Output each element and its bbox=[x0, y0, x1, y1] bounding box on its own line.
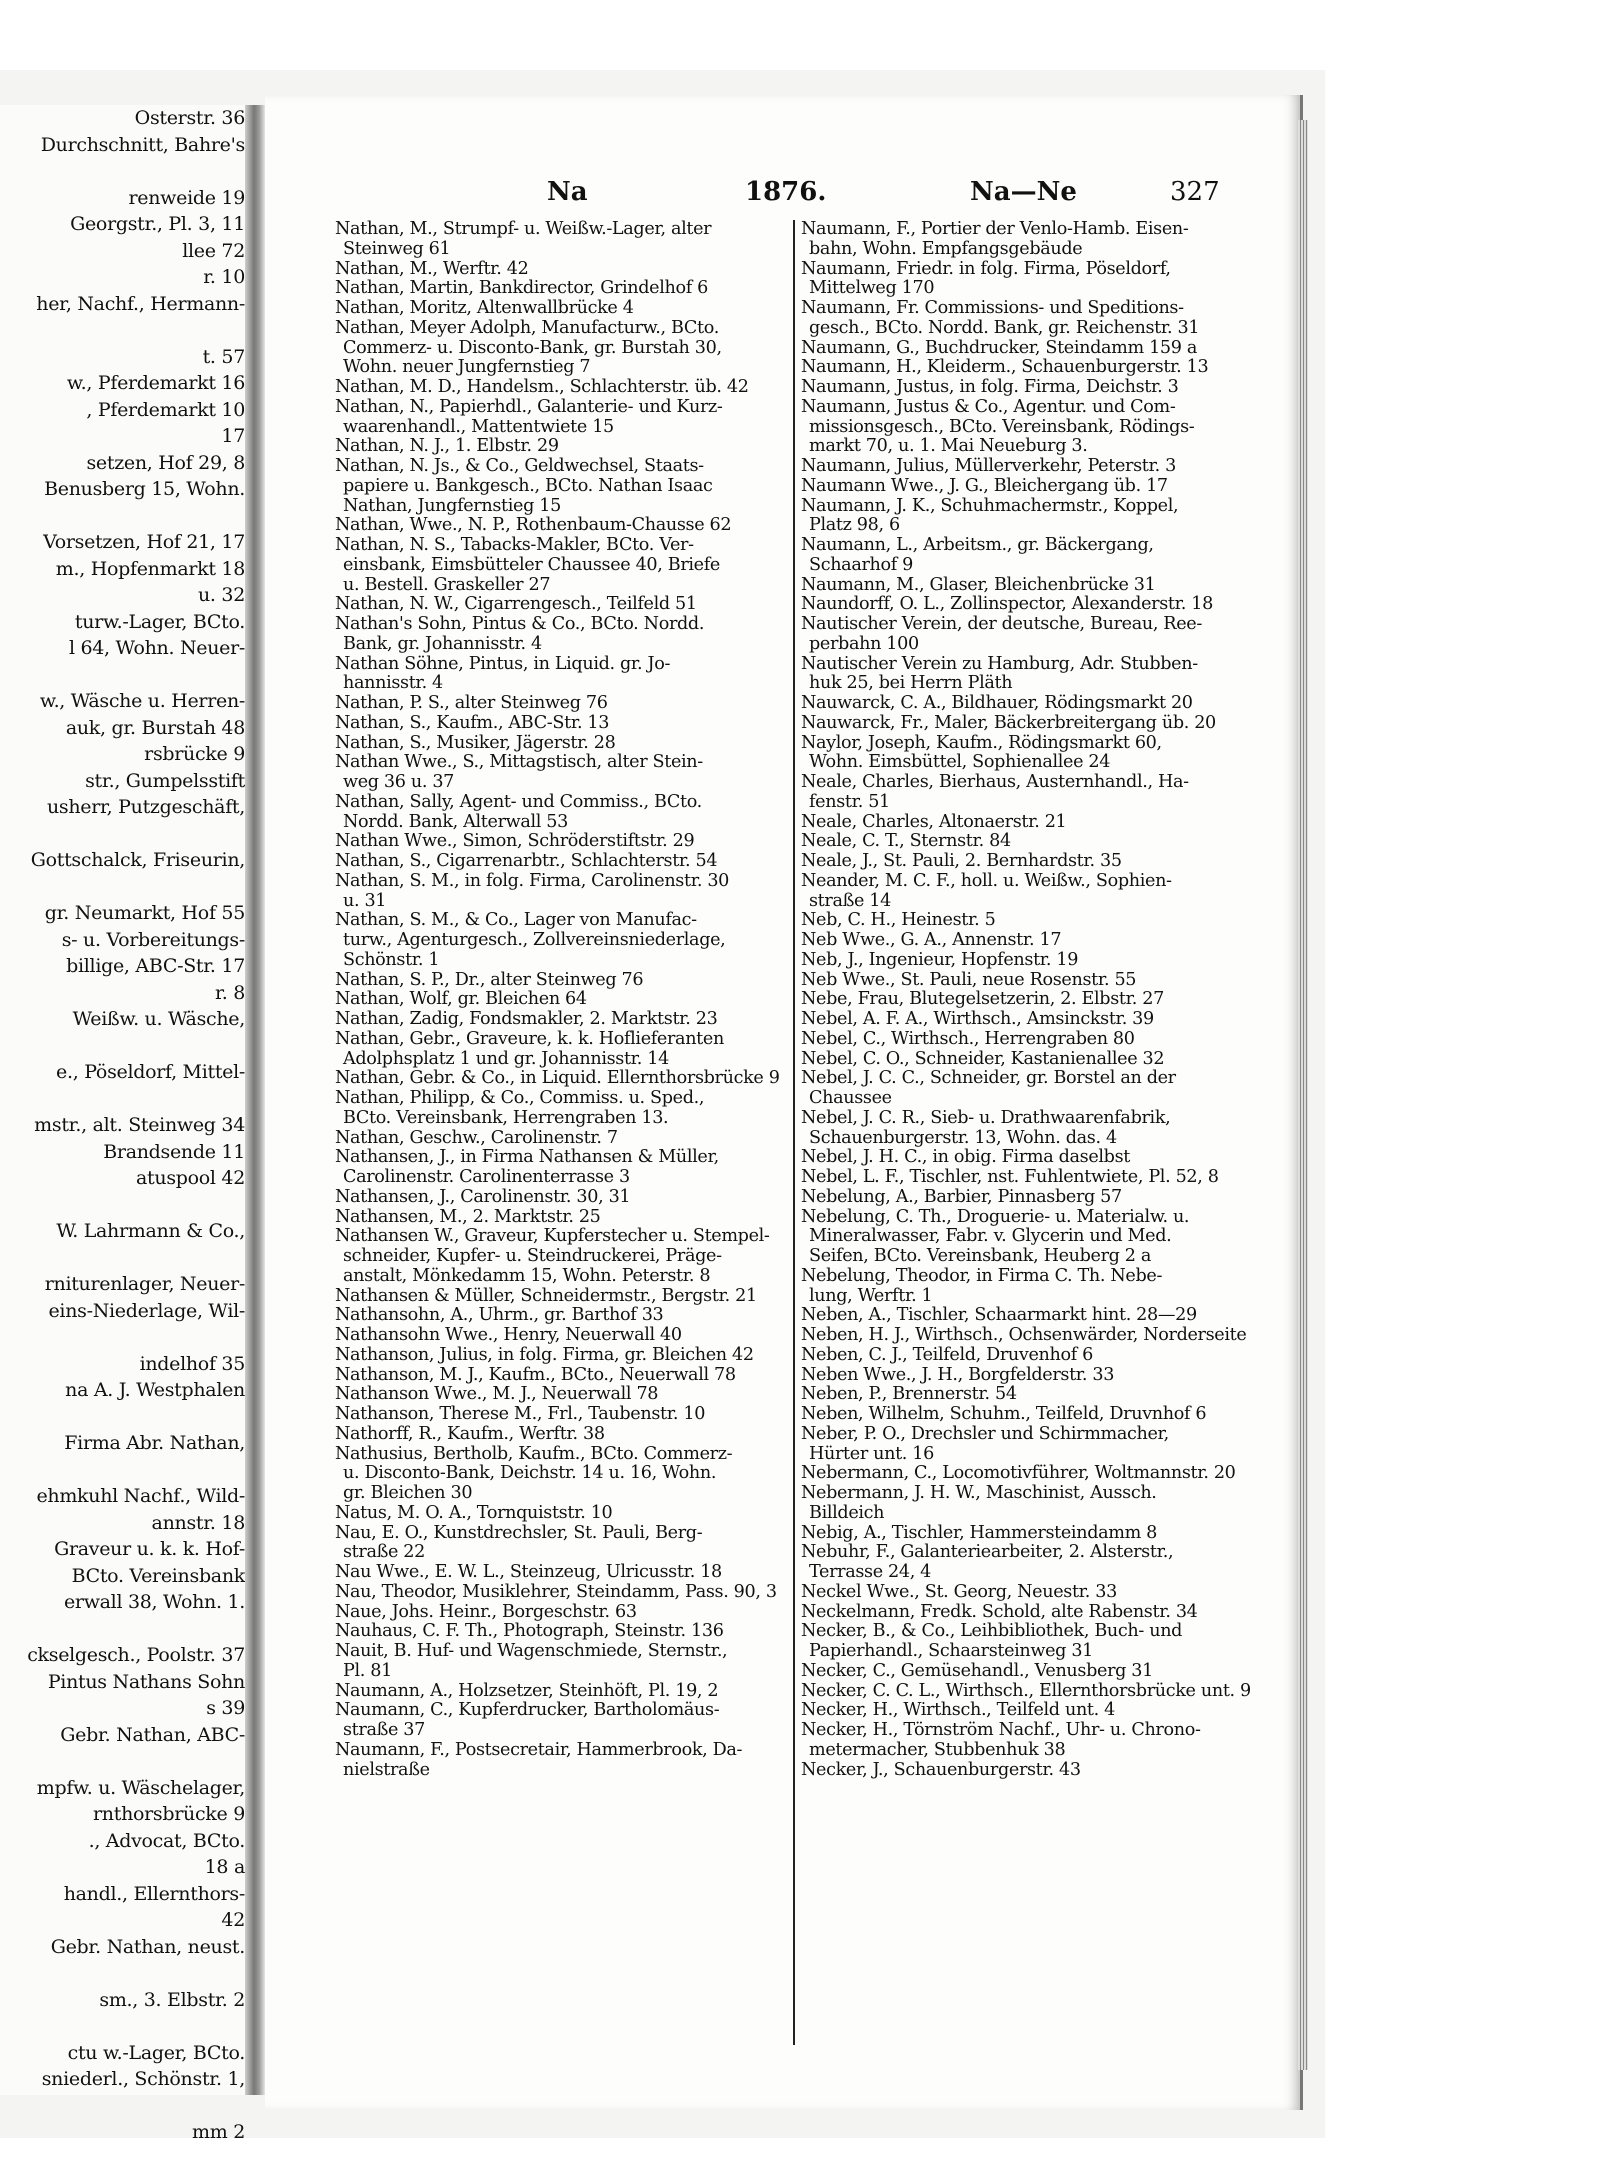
directory-entry: Necker, H., Wirthsch., Teilfeld unt. 4 bbox=[801, 1700, 1115, 1721]
left-page-line: renweide 19 bbox=[128, 186, 245, 209]
directory-entry: Nathan, S., Musiker, Jägerstr. 28 bbox=[335, 732, 616, 753]
left-page-line: usherr, Putzgeschäft, bbox=[46, 796, 245, 818]
directory-entry-continuation: straße 22 bbox=[343, 1542, 425, 1563]
left-page-line bbox=[0, 821, 245, 848]
left-page-line: billige, ABC-Str. 17 bbox=[66, 955, 245, 977]
directory-entry-continuation: Nathan, Jungfernstieg 15 bbox=[343, 495, 561, 516]
left-page-line: r. 8 bbox=[215, 981, 245, 1004]
directory-entry: Nathan, Gebr. & Co., in Liquid. Ellernthorsbrücke 9 bbox=[335, 1068, 780, 1089]
directory-entry: Nau, Theodor, Musiklehrer, Steindamm, Pass. 90, 3 bbox=[335, 1581, 777, 1602]
directory-entry: Naumann Wwe., J. G., Bleichergang üb. 17 bbox=[801, 475, 1168, 496]
directory-entry: Naumann, C., Kupferdrucker, Bartholomäus- bbox=[335, 1700, 720, 1721]
directory-entry-continuation: straße 37 bbox=[343, 1720, 425, 1740]
directory-entry: Nathan Wwe., Simon, Schröderstiftstr. 29 bbox=[335, 831, 695, 852]
left-page-line: erwall 38, Wohn. 1. bbox=[63, 1591, 245, 1613]
directory-entry: Neander, M. C. F., holl. u. Weißw., Sophien- bbox=[801, 870, 1172, 891]
directory-entry: Nathansohn, A., Uhrm., gr. Barthof 33 bbox=[335, 1305, 664, 1326]
left-page-line: atuspool 42 bbox=[136, 1167, 245, 1189]
directory-entry: Naumann, L., Arbeitsm., gr. Bäckergang, bbox=[801, 535, 1154, 555]
left-page-line: w., Wäsche u. Herren- bbox=[39, 690, 245, 712]
directory-entry: Naumann, Justus & Co., Agentur. und Com- bbox=[801, 396, 1176, 417]
directory-entry: Neben, P., Brennerstr. 54 bbox=[801, 1384, 1017, 1405]
directory-entry: Nathan, Sally, Agent- und Commiss., BCto. bbox=[335, 791, 702, 812]
directory-entry: Nathan, Gebr., Graveure, k. k. Hoflieferanten bbox=[335, 1028, 724, 1049]
left-page-line bbox=[0, 1086, 245, 1113]
directory-entry: Necker, C., Gemüsehandl., Venusberg 31 bbox=[801, 1660, 1153, 1681]
book-gutter bbox=[245, 105, 265, 2095]
left-page-line bbox=[0, 1192, 245, 1219]
page-header bbox=[265, 177, 1275, 211]
directory-entry-continuation: u. 31 bbox=[343, 890, 387, 911]
left-page-line bbox=[0, 1404, 245, 1431]
directory-entry: Naumann, Justus, in folg. Firma, Deichstr. 3 bbox=[801, 377, 1179, 397]
directory-entry-continuation: Papierhandl., Schaarsteinweg 31 bbox=[809, 1641, 1094, 1661]
directory-entry-continuation: Adolphsplatz 1 und gr. Johannisstr. 14 bbox=[343, 1048, 669, 1069]
left-page-line: annstr. 18 bbox=[151, 1511, 245, 1534]
header-left-key: Na bbox=[547, 177, 588, 207]
directory-entry-continuation: Wohn. Eimsbüttel, Sophienallee 24 bbox=[809, 752, 1111, 773]
directory-entry: Nathan, N. S., Tabacks-Makler, BCto. Ver- bbox=[335, 535, 694, 555]
left-page-line bbox=[0, 503, 245, 530]
left-page-line: , Pferdemarkt 10 bbox=[86, 398, 245, 421]
left-page-line: s 39 bbox=[206, 1697, 245, 1719]
directory-entry: Nebel, C., Wirthsch., Herrengraben 80 bbox=[801, 1028, 1135, 1049]
directory-entry-continuation: markt 70, u. 1. Mai Neueburg 3. bbox=[809, 436, 1088, 457]
left-page-line: s- u. Vorbereitungs- bbox=[61, 928, 245, 951]
directory-entry: Nathan, Wwe., N. P., Rothenbaum-Chausse 62 bbox=[335, 515, 732, 536]
directory-entry: Necker, C. C. L., Wirthsch., Ellernthorsbrücke unt. 9 bbox=[801, 1680, 1251, 1701]
directory-entry: Nebel, J. H. C., in obig. Firma daselbst bbox=[801, 1147, 1130, 1168]
directory-entry: Nebig, A., Tischler, Hammersteindamm 8 bbox=[801, 1522, 1157, 1543]
directory-entry: Naumann, Friedr. in folg. Firma, Pöseldorf, bbox=[801, 258, 1171, 279]
directory-entry-continuation: Carolinenstr. Carolinenterrasse 3 bbox=[343, 1167, 630, 1187]
directory-entry: Naumann, M., Glaser, Bleichenbrücke 31 bbox=[801, 574, 1156, 595]
left-page-line: rniturenlager, Neuer- bbox=[44, 1273, 245, 1295]
directory-entry: Nathusius, Bertholb, Kaufm., BCto. Commerz- bbox=[335, 1443, 733, 1464]
directory-entry: Nathan, N. W., Cigarrengesch., Teilfeld 51 bbox=[335, 594, 697, 615]
left-page-line: Firma Abr. Nathan, bbox=[64, 1432, 245, 1454]
directory-entry: Naumann, A., Holzsetzer, Steinhöft, Pl. 19, 2 bbox=[335, 1680, 719, 1701]
directory-entry: Nathan, Philipp, & Co., Commiss. u. Sped., bbox=[335, 1088, 705, 1108]
directory-entry-continuation: Billdeich bbox=[809, 1502, 885, 1523]
directory-entry: Nathorff, R., Kaufm., Werftr. 38 bbox=[335, 1423, 605, 1444]
directory-entry-continuation: Commerz- u. Disconto-Bank, gr. Burstah 30, bbox=[343, 337, 722, 358]
directory-entry: Naylor, Joseph, Kaufm., Rödingsmarkt 60, bbox=[801, 732, 1162, 753]
directory-entry: Neber, P. O., Drechsler und Schirmmacher, bbox=[801, 1423, 1169, 1444]
directory-entry: Nauwarck, Fr., Maler, Bäckerbreitergang üb. 20 bbox=[801, 712, 1216, 733]
left-page-line: na A. J. Westphalen bbox=[65, 1379, 245, 1401]
left-page-line: W. Lahrmann & Co., bbox=[56, 1220, 245, 1242]
directory-entry: Naumann, F., Portier der Venlo-Hamb. Eisen- bbox=[801, 219, 1189, 239]
directory-entry: Nebel, C. O., Schneider, Kastanienallee 32 bbox=[801, 1048, 1165, 1069]
directory-entry: Nebel, J. C. R., Sieb- u. Drathwaarenfabrik, bbox=[801, 1107, 1171, 1128]
left-page-line: her, Nachf., Hermann- bbox=[36, 292, 245, 315]
directory-entry: Nathan, N. J., 1. Elbstr. 29 bbox=[335, 436, 559, 457]
directory-entry-continuation: anstalt, Mönkedamm 15, Wohn. Peterstr. 8 bbox=[343, 1265, 711, 1286]
directory-entry: Neb, J., Ingenieur, Hopfenstr. 19 bbox=[801, 949, 1079, 970]
left-page-lines bbox=[0, 105, 245, 2146]
directory-entry-continuation: Steinweg 61 bbox=[343, 238, 451, 259]
directory-entry: Naumann, H., Kleiderm., Schauenburgerstr. 13 bbox=[801, 357, 1209, 378]
directory-entry-continuation: schneider, Kupfer- u. Steindruckerei, Präge- bbox=[343, 1246, 722, 1266]
left-page-line bbox=[0, 1245, 245, 1272]
left-page-line bbox=[0, 2093, 245, 2120]
directory-entry: Neckel Wwe., St. Georg, Neuestr. 33 bbox=[801, 1581, 1117, 1602]
left-page-line: Gebr. Nathan, ABC- bbox=[60, 1723, 245, 1746]
directory-entry-continuation: Schönstr. 1 bbox=[343, 949, 440, 970]
directory-entry: Nathan, M. D., Handelsm., Schlachterstr. üb. 42 bbox=[335, 377, 749, 397]
directory-entry: Neben, H. J., Wirthsch., Ochsenwärder, Norderseite bbox=[801, 1325, 1247, 1345]
directory-entry-continuation: Schauenburgerstr. 13, Wohn. das. 4 bbox=[809, 1127, 1117, 1148]
left-page-line: 18 a bbox=[204, 1856, 245, 1878]
left-page-line bbox=[0, 317, 245, 344]
page-edge bbox=[1298, 120, 1308, 2070]
directory-entry: Naumann, G., Buchdrucker, Steindamm 159 a bbox=[801, 337, 1197, 358]
left-page-line: gr. Neumarkt, Hof 55 bbox=[44, 902, 245, 924]
directory-entry: Nebelung, Theodor, in Firma C. Th. Nebe- bbox=[801, 1265, 1163, 1286]
directory-entry-continuation: u. Bestell. Graskeller 27 bbox=[343, 574, 551, 595]
directory-entry: Nathan Söhne, Pintus, in Liquid. gr. Jo- bbox=[335, 653, 671, 674]
directory-entry: Nathan, Martin, Bankdirector, Grindelhof 6 bbox=[335, 278, 708, 299]
directory-entry: Natus, M. O. A., Tornquiststr. 10 bbox=[335, 1502, 613, 1523]
directory-entry: Nathan, M., Strumpf- u. Weißw.-Lager, alter bbox=[335, 219, 712, 239]
directory-entry: Nathan, Moritz, Altenwallbrücke 4 bbox=[335, 298, 634, 318]
left-page-line: e., Pöseldorf, Mittel- bbox=[56, 1061, 245, 1083]
directory-entry: Nathan, S., Cigarrenarbtr., Schlachterstr. 54 bbox=[335, 851, 718, 871]
directory-entry: Neale, Charles, Bierhaus, Austernhandl., Ha- bbox=[801, 772, 1189, 792]
left-page-line: 42 bbox=[221, 1909, 245, 1931]
directory-entry: Nathan, S. M., in folg. Firma, Carolinenstr. 30 bbox=[335, 870, 730, 891]
directory-entry-continuation: Platz 98, 6 bbox=[809, 515, 900, 536]
directory-entry-continuation: perbahn 100 bbox=[809, 633, 919, 654]
directory-entry: Neben, C. J., Teilfeld, Druvenhof 6 bbox=[801, 1344, 1094, 1365]
directory-entry-continuation: Schaarhof 9 bbox=[809, 554, 913, 575]
left-page-fragment bbox=[0, 105, 246, 2143]
directory-entry-continuation: nielstraße bbox=[343, 1759, 430, 1780]
directory-entry: Nebe, Frau, Blutegelsetzerin, 2. Elbstr. 27 bbox=[801, 989, 1164, 1010]
directory-entry-continuation: missionsgesch., BCto. Vereinsbank, Rödings- bbox=[809, 416, 1195, 437]
left-page-line: Gebr. Nathan, neust. bbox=[50, 1935, 245, 1958]
directory-entry-continuation: Mittelweg 170 bbox=[809, 278, 935, 299]
directory-entry: Nathan, Wolf, gr. Bleichen 64 bbox=[335, 989, 587, 1010]
directory-entry: Nebermann, C., Locomotivführer, Woltmannstr. 20 bbox=[801, 1463, 1236, 1484]
directory-entry: Nathan, S. M., & Co., Lager von Manufac- bbox=[335, 910, 697, 931]
left-page-line: r. 10 bbox=[203, 266, 245, 288]
left-page-line: Weißw. u. Wäsche, bbox=[72, 1008, 245, 1030]
left-page-line: Durchschnitt, Bahre's bbox=[40, 133, 245, 156]
directory-entry: Nathanson, M. J., Kaufm., BCto., Neuerwall 78 bbox=[335, 1364, 736, 1385]
left-page-line bbox=[0, 1960, 245, 1987]
directory-entry: Nathanson, Julius, in folg. Firma, gr. Bleichen 42 bbox=[335, 1344, 754, 1365]
directory-entry: Neb Wwe., St. Pauli, neue Rosenstr. 55 bbox=[801, 969, 1137, 990]
directory-entry: Nathan, P. S., alter Steinweg 76 bbox=[335, 693, 608, 713]
left-page-line: Vorsetzen, Hof 21, 17 bbox=[43, 531, 245, 553]
directory-entry: Nebelung, A., Barbier, Pinnasberg 57 bbox=[801, 1186, 1122, 1207]
directory-entry: Neale, C. T., Sternstr. 84 bbox=[801, 831, 1011, 852]
left-page-line: Pintus Nathans Sohn bbox=[47, 1670, 245, 1693]
directory-entry-continuation: Chaussee bbox=[809, 1088, 892, 1108]
directory-entry: Nebuhr, F., Galanteriearbeiter, 2. Alsterstr., bbox=[801, 1542, 1174, 1563]
directory-entry: Neb Wwe., G. A., Annenstr. 17 bbox=[801, 930, 1062, 950]
directory-entry: Nautischer Verein, der deutsche, Bureau, Ree- bbox=[801, 614, 1202, 634]
left-page-line: handl., Ellernthors- bbox=[63, 1882, 245, 1905]
page-number: 327 bbox=[1170, 177, 1220, 207]
left-page-line: ckselgesch., Poolstr. 37 bbox=[27, 1644, 245, 1666]
directory-entry: Nau, E. O., Kunstdrechsler, St. Pauli, Berg- bbox=[335, 1522, 703, 1543]
directory-entry-continuation: fenstr. 51 bbox=[809, 791, 890, 812]
directory-entry: Naumann, F., Postsecretair, Hammerbrook, Da- bbox=[335, 1739, 743, 1760]
left-page-line bbox=[0, 662, 245, 689]
left-page-line: Benusberg 15, Wohn. bbox=[44, 478, 245, 500]
left-page-line bbox=[0, 1616, 245, 1643]
directory-entry-continuation: Mineralwasser, Fabr. v. Glycerin und Med. bbox=[809, 1226, 1172, 1247]
directory-entry: Neale, Charles, Altonaerstr. 21 bbox=[801, 811, 1067, 832]
left-page-line: rnthorsbrücke 9 bbox=[93, 1803, 245, 1825]
directory-entry: Nauhaus, C. F. Th., Photograph, Steinstr. 136 bbox=[335, 1621, 724, 1642]
directory-entry: Nathan's Sohn, Pintus & Co., BCto. Nordd. bbox=[335, 614, 705, 634]
directory-entry: Nathan, N. Js., & Co., Geldwechsel, Staats- bbox=[335, 456, 704, 476]
left-page-line: l 64, Wohn. Neuer- bbox=[68, 637, 245, 659]
directory-entry: Nathan, Meyer Adolph, Manufacturw., BCto. bbox=[335, 317, 719, 338]
header-year: 1876. bbox=[745, 177, 827, 207]
directory-entry: Nebelung, C. Th., Droguerie- u. Materialw. u. bbox=[801, 1206, 1190, 1227]
directory-entry-continuation: gesch., BCto. Nordd. Bank, gr. Reichenstr. 31 bbox=[809, 317, 1200, 338]
left-page-line bbox=[0, 874, 245, 901]
directory-entry: Neckelmann, Fredk. Schold, alte Rabenstr. 34 bbox=[801, 1601, 1198, 1622]
directory-entry: Nathan, Zadig, Fondsmakler, 2. Marktstr. 23 bbox=[335, 1009, 718, 1029]
directory-entry: Nathansen, J., in Firma Nathansen & Müller, bbox=[335, 1147, 719, 1168]
directory-entry: Nathan, S., Kaufm., ABC-Str. 13 bbox=[335, 712, 610, 733]
directory-entry: Nebel, J. C. C., Schneider, gr. Borstel an der bbox=[801, 1068, 1176, 1089]
left-page-line: w., Pferdemarkt 16 bbox=[66, 372, 245, 394]
left-page-line: Brandsende 11 bbox=[103, 1140, 245, 1163]
directory-entry: Nathansen, J., Carolinenstr. 30, 31 bbox=[335, 1186, 631, 1207]
directory-entry: Nau Wwe., E. W. L., Steinzeug, Ulricusstr. 18 bbox=[335, 1562, 722, 1582]
directory-entry: Nathansohn Wwe., Henry, Neuerwall 40 bbox=[335, 1325, 682, 1345]
left-page-line: mstr., alt. Steinweg 34 bbox=[34, 1114, 245, 1136]
directory-entry: Nauit, B. Huf- und Wagenschmiede, Sternstr., bbox=[335, 1641, 728, 1661]
left-page-line: indelhof 35 bbox=[139, 1352, 245, 1375]
directory-column-right bbox=[801, 220, 1266, 2050]
directory-entry-continuation: Wohn. neuer Jungfernstieg 7 bbox=[343, 357, 591, 378]
left-page-line: u. 32 bbox=[198, 584, 245, 606]
directory-entry: Nathan, S. P., Dr., alter Steinweg 76 bbox=[335, 969, 644, 990]
left-page-line bbox=[0, 158, 245, 185]
directory-entry: Naumann, Fr. Commissions- und Speditions- bbox=[801, 298, 1184, 318]
left-page-line: Graveur u. k. k. Hof- bbox=[54, 1538, 245, 1560]
left-page-line: llee 72 bbox=[182, 239, 245, 262]
directory-entry: Necker, B., & Co., Leihbibliothek, Buch- und bbox=[801, 1621, 1183, 1642]
directory-entry: Necker, H., Törnström Nachf., Uhr- u. Chrono- bbox=[801, 1720, 1201, 1740]
directory-entry: Naue, Johs. Heinr., Borgeschstr. 63 bbox=[335, 1601, 637, 1622]
left-page-line: auk, gr. Burstah 48 bbox=[65, 716, 245, 739]
directory-entry-continuation: straße 14 bbox=[809, 890, 891, 911]
left-page-line bbox=[0, 1457, 245, 1484]
directory-entry: Neale, J., St. Pauli, 2. Bernhardstr. 35 bbox=[801, 851, 1122, 871]
directory-entry: Naumann, J. K., Schuhmachermstr., Koppel, bbox=[801, 495, 1179, 516]
left-page-line bbox=[0, 1033, 245, 1060]
left-page-line: 17 bbox=[221, 425, 245, 447]
left-page-line: rsbrücke 9 bbox=[144, 743, 245, 765]
directory-entry-continuation: Hürter unt. 16 bbox=[809, 1443, 934, 1464]
directory-entry-continuation: weg 36 u. 37 bbox=[343, 772, 455, 792]
left-page-line: str., Gumpelsstift bbox=[85, 769, 245, 792]
directory-entry-continuation: huk 25, bei Herrn Pläth bbox=[809, 673, 1013, 694]
directory-entry-continuation: turw., Agenturgesch., Zollvereinsniederlage, bbox=[343, 930, 726, 950]
directory-entry-continuation: Nordd. Bank, Alterwall 53 bbox=[343, 811, 568, 832]
directory-entry: Necker, J., Schauenburgerstr. 43 bbox=[801, 1759, 1081, 1780]
directory-entry-continuation: waarenhandl., Mattentwiete 15 bbox=[343, 416, 614, 437]
directory-entry: Neb, C. H., Heinestr. 5 bbox=[801, 910, 996, 931]
left-page-line: sniederl., Schönstr. 1, bbox=[41, 2068, 245, 2090]
directory-entry: Nebel, L. F., Tischler, nst. Fuhlentwiete, Pl. 52, 8 bbox=[801, 1167, 1219, 1187]
left-page-line bbox=[0, 1748, 245, 1775]
directory-entry-continuation: gr. Bleichen 30 bbox=[343, 1483, 473, 1503]
right-page bbox=[265, 95, 1303, 2110]
left-page-line: mm 2 bbox=[192, 2121, 245, 2143]
directory-entry: Nathanson Wwe., M. J., Neuerwall 78 bbox=[335, 1384, 659, 1405]
left-page-line: t. 57 bbox=[202, 345, 245, 368]
directory-entry: Nathanson, Therese M., Frl., Taubenstr. 10 bbox=[335, 1404, 706, 1424]
left-page-line: setzen, Hof 29, 8 bbox=[86, 451, 245, 474]
directory-entry: Neben Wwe., J. H., Borgfelderstr. 33 bbox=[801, 1364, 1115, 1385]
left-page-line: ehmkuhl Nachf., Wild- bbox=[36, 1485, 245, 1507]
directory-entry: Nautischer Verein zu Hamburg, Adr. Stubben- bbox=[801, 653, 1198, 674]
left-page-line: m., Hopfenmarkt 18 bbox=[55, 557, 245, 580]
directory-entry-continuation: Pl. 81 bbox=[343, 1660, 392, 1681]
directory-entry: Nathan, M., Werftr. 42 bbox=[335, 258, 529, 279]
left-page-line: BCto. Vereinsbank bbox=[71, 1564, 245, 1587]
directory-entry: Nebel, A. F. A., Wirthsch., Amsinckstr. 39 bbox=[801, 1009, 1154, 1029]
left-page-line: mpfw. u. Wäschelager, bbox=[36, 1776, 245, 1799]
left-page-line: Gottschalck, Friseurin, bbox=[30, 849, 245, 871]
directory-entry-continuation: lung, Werftr. 1 bbox=[809, 1285, 933, 1306]
directory-entry-continuation: Seifen, BCto. Vereinsbank, Heuberg 2 a bbox=[809, 1246, 1152, 1266]
directory-entry-continuation: Bank, gr. Johannisstr. 4 bbox=[343, 633, 542, 654]
directory-entry: Neben, A., Tischler, Schaarmarkt hint. 28—29 bbox=[801, 1305, 1197, 1326]
directory-entry: Nathan Wwe., S., Mittagstisch, alter Stein- bbox=[335, 752, 703, 773]
directory-entry: Nebermann, J. H. W., Maschinist, Aussch. bbox=[801, 1483, 1157, 1503]
left-page-line: ., Advocat, BCto. bbox=[88, 1829, 245, 1852]
left-page-line: turw.-Lager, BCto. bbox=[74, 610, 245, 633]
left-page-line: ctu w.-Lager, BCto. bbox=[67, 2041, 245, 2064]
column-divider bbox=[793, 220, 795, 2045]
directory-entry-continuation: metermacher, Stubbenhuk 38 bbox=[809, 1739, 1066, 1760]
directory-entry-continuation: Terrasse 24, 4 bbox=[809, 1562, 932, 1582]
directory-entry: Nathan, Geschw., Carolinenstr. 7 bbox=[335, 1127, 618, 1148]
directory-entry-continuation: papiere u. Bankgesch., BCto. Nathan Isaac bbox=[343, 475, 713, 496]
directory-entry: Naundorff, O. L., Zollinspector, Alexanderstr. 18 bbox=[801, 594, 1213, 615]
directory-entry-continuation: bahn, Wohn. Empfangsgebäude bbox=[809, 238, 1083, 259]
directory-entry-continuation: hannisstr. 4 bbox=[343, 673, 443, 694]
directory-entry: Nathansen, M., 2. Marktstr. 25 bbox=[335, 1206, 601, 1227]
directory-entry-continuation: BCto. Vereinsbank, Herrengraben 13. bbox=[343, 1107, 669, 1128]
left-page-line bbox=[0, 1324, 245, 1351]
directory-entry: Naumann, Julius, Müllerverkehr, Peterstr. 3 bbox=[801, 456, 1176, 476]
left-page-line bbox=[0, 2013, 245, 2040]
directory-entry-continuation: u. Disconto-Bank, Deichstr. 14 u. 16, Wohn. bbox=[343, 1463, 717, 1484]
left-page-line: Osterstr. 36 bbox=[134, 107, 245, 129]
left-page-line: eins-Niederlage, Wil- bbox=[48, 1299, 245, 1322]
left-page-line: sm., 3. Elbstr. 2 bbox=[99, 1988, 245, 2011]
directory-entry: Nathansen W., Graveur, Kupferstecher u. Stempel- bbox=[335, 1226, 770, 1247]
directory-entry: Nathansen & Müller, Schneidermstr., Bergstr. 21 bbox=[335, 1285, 757, 1306]
directory-entry: Nathan, N., Papierhdl., Galanterie- und Kurz- bbox=[335, 396, 723, 417]
left-page-line: Georgstr., Pl. 3, 11 bbox=[70, 213, 245, 235]
header-range: Na—Ne bbox=[970, 177, 1077, 207]
directory-entry: Nauwarck, C. A., Bildhauer, Rödingsmarkt 20 bbox=[801, 693, 1193, 713]
directory-column-left bbox=[335, 220, 863, 2050]
directory-entry-continuation: einsbank, Eimsbütteler Chaussee 40, Briefe bbox=[343, 554, 720, 575]
directory-entry: Neben, Wilhelm, Schuhm., Teilfeld, Druvnhof 6 bbox=[801, 1404, 1207, 1424]
